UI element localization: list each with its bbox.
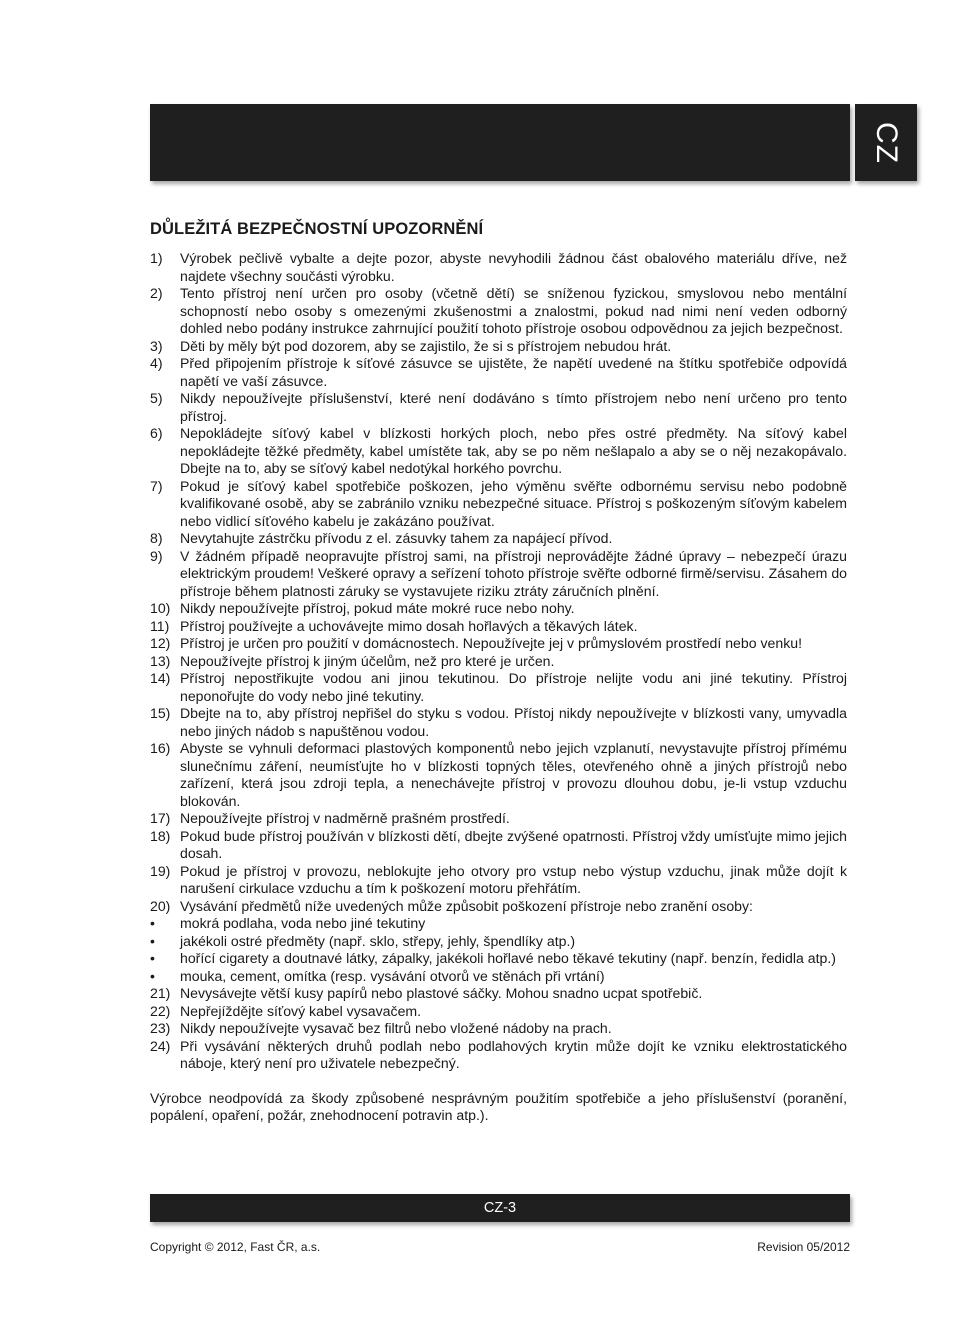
item-text: Děti by měly být pod dozorem, aby se zajistilo, že si s přístrojem nebudou hrát.: [180, 337, 672, 354]
header-bar: [150, 104, 850, 181]
list-item: [150, 863, 847, 898]
safety-list-continued: [150, 985, 847, 1073]
item-text: Přístroj nepostřikujte vodou ani jinou tekutinou. Do přístroje nelijte vodu ani jiné tekutiny. Přístroj neponořujte do vody nebo jiné tekutiny.: [180, 670, 847, 704]
item-number: 18): [150, 827, 171, 844]
item-text: Nepřejíždějte síťový kabel vysavačem.: [180, 1002, 422, 1019]
item-number: 24): [150, 1037, 171, 1054]
list-item: [150, 425, 847, 478]
footer-bar: [150, 1194, 850, 1222]
list-item: [150, 635, 847, 653]
page-number: CZ-3: [483, 1200, 517, 1216]
item-number: 1): [150, 250, 163, 266]
page-title: DŮLEŽITÁ BEZPEČNOSTNÍ UPOZORNĚNÍ: [150, 220, 484, 238]
safety-content: [150, 218, 847, 1125]
list-item: [150, 390, 847, 425]
item-number: 13): [150, 652, 171, 669]
bullet-item: [150, 933, 847, 951]
bullet-icon: •: [150, 915, 155, 931]
list-item: [150, 618, 847, 636]
item-number: 21): [150, 985, 171, 1001]
list-item: [150, 828, 847, 863]
list-item: [150, 653, 847, 671]
disclaimer: Výrobce neodpovídá za škody způsobené nesprávným použitím spotřebiče a jeho příslušenství (poranění, popálení, opaření, požár, znehodnocení potravin atp.).: [150, 1089, 847, 1123]
item-number: 20): [150, 897, 171, 914]
item-number: 5): [150, 390, 163, 406]
item-text: Nevysávejte větší kusy papírů nebo plastové sáčky. Mohou snadno ucpat spotřebič.: [180, 985, 703, 1001]
item-number: 19): [150, 862, 171, 879]
item-text: Pokud je přístroj v provozu, neblokujte jeho otvory pro vstup nebo výstup vzduchu, jinak může dojít k narušení cirkulace vzduchu a tím k poškození motoru přehřátím.: [180, 862, 847, 896]
item-number: 6): [150, 425, 163, 441]
item-text: Nepoužívejte přístroj k jiným účelům, než pro které je určen.: [180, 652, 555, 669]
item-number: 23): [150, 1020, 171, 1036]
item-text: Před připojením přístroje k síťové zásuvce se ujistěte, že napětí uvedené na štítku spotřebiče odpovídá napětí ve vaší zásuvce.: [180, 355, 847, 389]
item-number: 17): [150, 810, 171, 826]
item-number: 4): [150, 355, 163, 371]
item-number: 12): [150, 635, 171, 651]
bullet-text: mouka, cement, omítka (resp. vysávání otvorů ve stěnách při vrtání): [180, 967, 605, 984]
list-item: [150, 985, 847, 1003]
item-text: Nevytahujte zástrčku přívodu z el. zásuvky tahem za napájecí přívod.: [180, 530, 613, 546]
item-text: Pokud bude přístroj používán v blízkosti dětí, dbejte zvýšené opatrnosti. Přístroj vždy umísťujte mimo jejich dosah.: [180, 827, 847, 861]
item-text: Nepokládejte síťový kabel v blízkosti horkých ploch, nebo přes ostré předměty. Na síťový kabel nepokládejte těžké předměty, kabel umístěte tak, aby se po něm nešlapalo a aby se o něj nezakopávalo. Dbejte na to, aby se síťový kabel nedotýkal horkého povrchu.: [180, 425, 847, 476]
item-text: Nikdy nepoužívejte přístroj, pokud máte mokré ruce nebo nohy.: [180, 600, 575, 616]
list-item: [150, 1003, 847, 1021]
list-item: [150, 740, 847, 810]
item-text: Dbejte na to, aby přístroj nepřišel do styku s vodou. Přístoj nikdy nepoužívejte v blízkosti vany, umyvadla nebo jiných nádob s napuštěnou vodou.: [180, 705, 847, 739]
item-text: Nepoužívejte přístroj v nadměrně prašném prostředí.: [180, 810, 510, 826]
list-item: [150, 355, 847, 390]
list-item: [150, 898, 847, 916]
list-item: [150, 1038, 847, 1073]
item-number: 3): [150, 337, 163, 354]
list-item: [150, 285, 847, 338]
item-text: Nikdy nepoužívejte vysavač bez filtrů nebo vložené nádoby na prach.: [180, 1020, 612, 1036]
bullet-icon: •: [150, 967, 155, 984]
bullet-text: mokrá podlaha, voda nebo jiné tekutiny: [180, 915, 426, 931]
item-number: 22): [150, 1002, 171, 1019]
copyright: Copyright © 2012, Fast ČR, a.s.: [150, 1240, 321, 1254]
list-item: [150, 338, 847, 356]
item-text: Přístroj je určen pro použití v domácnostech. Nepoužívejte jej v průmyslovém prostředí nebo venku!: [180, 635, 802, 651]
item-number: 11): [150, 617, 170, 634]
bullet-list: [150, 915, 847, 985]
item-text: Vysávání předmětů níže uvedených může způsobit poškození přístroje nebo zranění osoby:: [180, 897, 753, 914]
item-number: 16): [150, 740, 171, 756]
list-item: [150, 530, 847, 548]
list-item: [150, 478, 847, 531]
list-item: [150, 810, 847, 828]
revision: Revision 05/2012: [757, 1240, 850, 1254]
item-text: Výrobek pečlivě vybalte a dejte pozor, abyste nevyhodili žádnou část obalového materiálu dříve, než najdete všechny součásti výrobku.: [180, 250, 847, 284]
bullet-item: [150, 968, 847, 986]
item-number: 7): [150, 477, 163, 494]
bullet-item: [150, 915, 847, 933]
item-text: V žádném případě neopravujte přístroj sami, na přístroji neprovádějte žádné úpravy – nebezpečí úrazu elektrickým proudem! Veškeré opravy a seřízení tohoto přístroje svěřte odborné firmě/servisu. Zásahem do přístroje během platnosti záruky se vystavujete riziku ztráty záručních plnění.: [180, 547, 847, 599]
language-code: CZ: [870, 121, 903, 164]
item-text: Nikdy nepoužívejte příslušenství, které není dodáváno s tímto přístrojem nebo není určeno pro tento přístroj.: [180, 390, 847, 424]
list-item: [150, 1020, 847, 1038]
item-number: 15): [150, 705, 171, 721]
bullet-text: hořící cigarety a doutnavé látky, zápalky, jakékoli hořlavé nebo těkavé tekutiny (např. benzín, ředidla atp.): [180, 950, 836, 966]
list-item: [150, 250, 847, 285]
bullet-icon: •: [150, 950, 155, 966]
language-tab: [855, 104, 917, 181]
list-item: [150, 705, 847, 740]
item-number: 2): [150, 285, 163, 301]
bullet-text: jakékoli ostré předměty (např. sklo, střepy, jehly, špendlíky atp.): [180, 932, 576, 949]
bullet-item: [150, 950, 847, 968]
item-number: 8): [150, 530, 163, 546]
list-item: [150, 600, 847, 618]
item-number: 14): [150, 670, 171, 686]
list-item: [150, 548, 847, 601]
item-text: Přístroj používejte a uchovávejte mimo dosah hořlavých a těkavých látek.: [180, 617, 638, 634]
bullet-icon: •: [150, 932, 155, 949]
item-text: Tento přístroj není určen pro osoby (včetně dětí) se sníženou fyzickou, smyslovou nebo mentální schopností nebo osoby s omezenými zkušenostmi a znalostmi, pokud nad nimi není veden odborný dohled nebo podány instrukce zahrnující použití tohoto přístroje osobou odpovědnou za jejich bezpečnost.: [180, 285, 847, 336]
item-text: Při vysávání některých druhů podlah nebo podlahových krytin může dojít ke vzniku elektrostatického náboje, který není pro uživatele nebezpečný.: [180, 1037, 847, 1071]
item-number: 10): [150, 600, 171, 616]
item-number: 9): [150, 547, 163, 564]
item-text: Pokud je síťový kabel spotřebiče poškozen, jeho výměnu svěřte odbornému servisu nebo podobně kvalifikované osobě, aby se zabránilo vzniku nebezpečné situace. Přístroj s poškozeným síťovým kabelem nebo vidlicí síťového kabelu je zakázáno používat.: [180, 477, 847, 529]
item-text: Abyste se vyhnuli deformaci plastových komponentů nebo jejich vzplanutí, nevystavujte přístroj přímému slunečnímu záření, neumísťujte ho v blízkosti topných těles, otevřeného ohně a jiných přístrojů nebo zařízení, která jsou zdroji tepla, a nenechávejte přístroj v provozu dlouhou dobu, je-li vstup vzduchu blokován.: [180, 740, 847, 809]
list-item: [150, 670, 847, 705]
safety-list: [150, 250, 847, 915]
